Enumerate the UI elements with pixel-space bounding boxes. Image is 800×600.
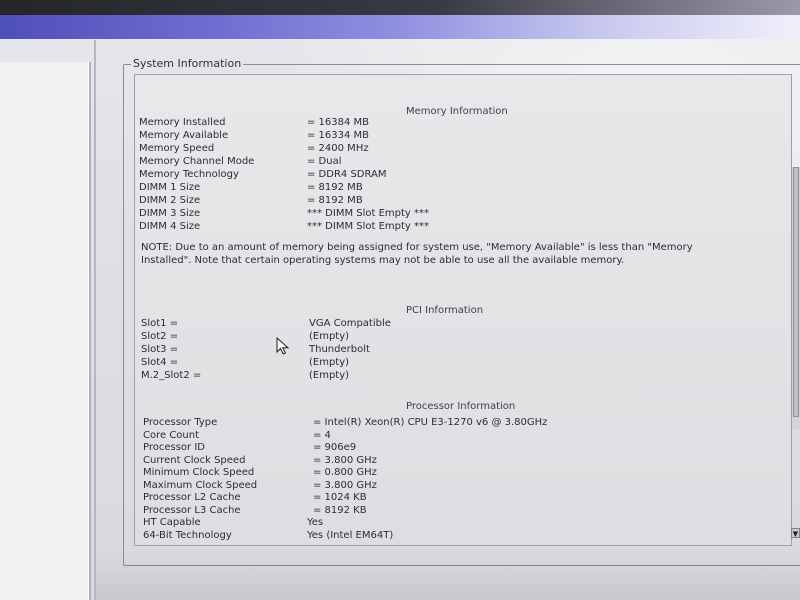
processor-l2-cache-value: = 1024 KB [313, 492, 367, 503]
dimm-1-size-value: = 8192 MB [307, 182, 363, 193]
64-bit-technology-label: 64-Bit Technology [143, 530, 232, 541]
ht-capable-value: Yes [307, 517, 324, 528]
ht-capable-label: HT Capable [143, 517, 201, 528]
slot3-label: Slot3 = [141, 344, 179, 355]
left-navigation-pane[interactable] [0, 62, 91, 600]
m2-slot2-value: (Empty) [309, 370, 350, 381]
processor-type-value: = Intel(R) Xeon(R) CPU E3-1270 v6 @ 3.80GHz [313, 417, 548, 428]
processor-id-value: = 906e9 [313, 442, 357, 453]
dimm-4-size-value: *** DIMM Slot Empty *** [307, 221, 430, 232]
scrollbar-thumb[interactable] [793, 167, 799, 417]
dimm-1-size-label: DIMM 1 Size [139, 182, 201, 193]
pane-divider [94, 40, 96, 600]
processor-l2-cache-label: Processor L2 Cache [143, 492, 241, 503]
memory-speed-label: Memory Speed [139, 143, 215, 154]
current-clock-speed-label: Current Clock Speed [143, 455, 246, 466]
slot1-value: VGA Compatible [309, 318, 391, 329]
maximum-clock-speed-label: Maximum Clock Speed [143, 480, 258, 491]
slot1-label: Slot1 = [141, 318, 179, 329]
memory-installed-value: = 16384 MB [307, 117, 370, 128]
slot2-value: (Empty) [309, 331, 350, 342]
memory-note: NOTE: Due to an amount of memory being assigned for system use, "Memory Available" is less than "Memory Installed". Note that certain operating systems may not be able to use all the available memory. [141, 242, 693, 266]
dimm-3-size-value: *** DIMM Slot Empty *** [307, 208, 430, 219]
processor-l3-cache-value: = 8192 KB [313, 505, 367, 516]
memory-speed-value: = 2400 MHz [307, 143, 369, 154]
system-information-title: System Information [133, 57, 242, 70]
top-bezel [0, 0, 800, 15]
memory-technology-label: Memory Technology [139, 169, 239, 180]
core-count-label: Core Count [143, 430, 200, 441]
processor-type-label: Processor Type [143, 417, 218, 428]
processor-information-title: Processor Information [406, 401, 516, 412]
dimm-2-size-label: DIMM 2 Size [139, 195, 201, 206]
dimm-2-size-value: = 8192 MB [307, 195, 363, 206]
minimum-clock-speed-label: Minimum Clock Speed [143, 467, 255, 478]
scroll-down-arrow[interactable]: ▼ [792, 530, 799, 538]
slot2-label: Slot2 = [141, 331, 179, 342]
title-strip [0, 15, 800, 39]
slot4-label: Slot4 = [141, 357, 179, 368]
slot4-value: (Empty) [309, 357, 350, 368]
memory-available-label: Memory Available [139, 130, 229, 141]
system-information-content[interactable] [134, 74, 792, 546]
bottom-shadow [96, 548, 800, 600]
current-clock-speed-value: = 3.800 GHz [313, 455, 377, 466]
vertical-scrollbar[interactable] [791, 167, 800, 429]
processor-l3-cache-label: Processor L3 Cache [143, 505, 241, 516]
dimm-3-size-label: DIMM 3 Size [139, 208, 201, 219]
memory-available-value: = 16334 MB [307, 130, 370, 141]
dimm-4-size-label: DIMM 4 Size [139, 221, 201, 232]
memory-channel-mode-label: Memory Channel Mode [139, 156, 255, 167]
memory-information-title: Memory Information [406, 106, 508, 117]
minimum-clock-speed-value: = 0.800 GHz [313, 467, 377, 478]
m2-slot2-label: M.2_Slot2 = [141, 370, 202, 381]
maximum-clock-speed-value: = 3.800 GHz [313, 480, 377, 491]
64-bit-technology-value: Yes (Intel EM64T) [307, 530, 394, 541]
pci-information-title: PCI Information [406, 305, 484, 316]
memory-channel-mode-value: = Dual [307, 156, 342, 167]
core-count-value: = 4 [313, 430, 331, 441]
processor-id-label: Processor ID [143, 442, 205, 453]
memory-installed-label: Memory Installed [139, 117, 226, 128]
slot3-value: Thunderbolt [309, 344, 370, 355]
memory-technology-value: = DDR4 SDRAM [307, 169, 387, 180]
